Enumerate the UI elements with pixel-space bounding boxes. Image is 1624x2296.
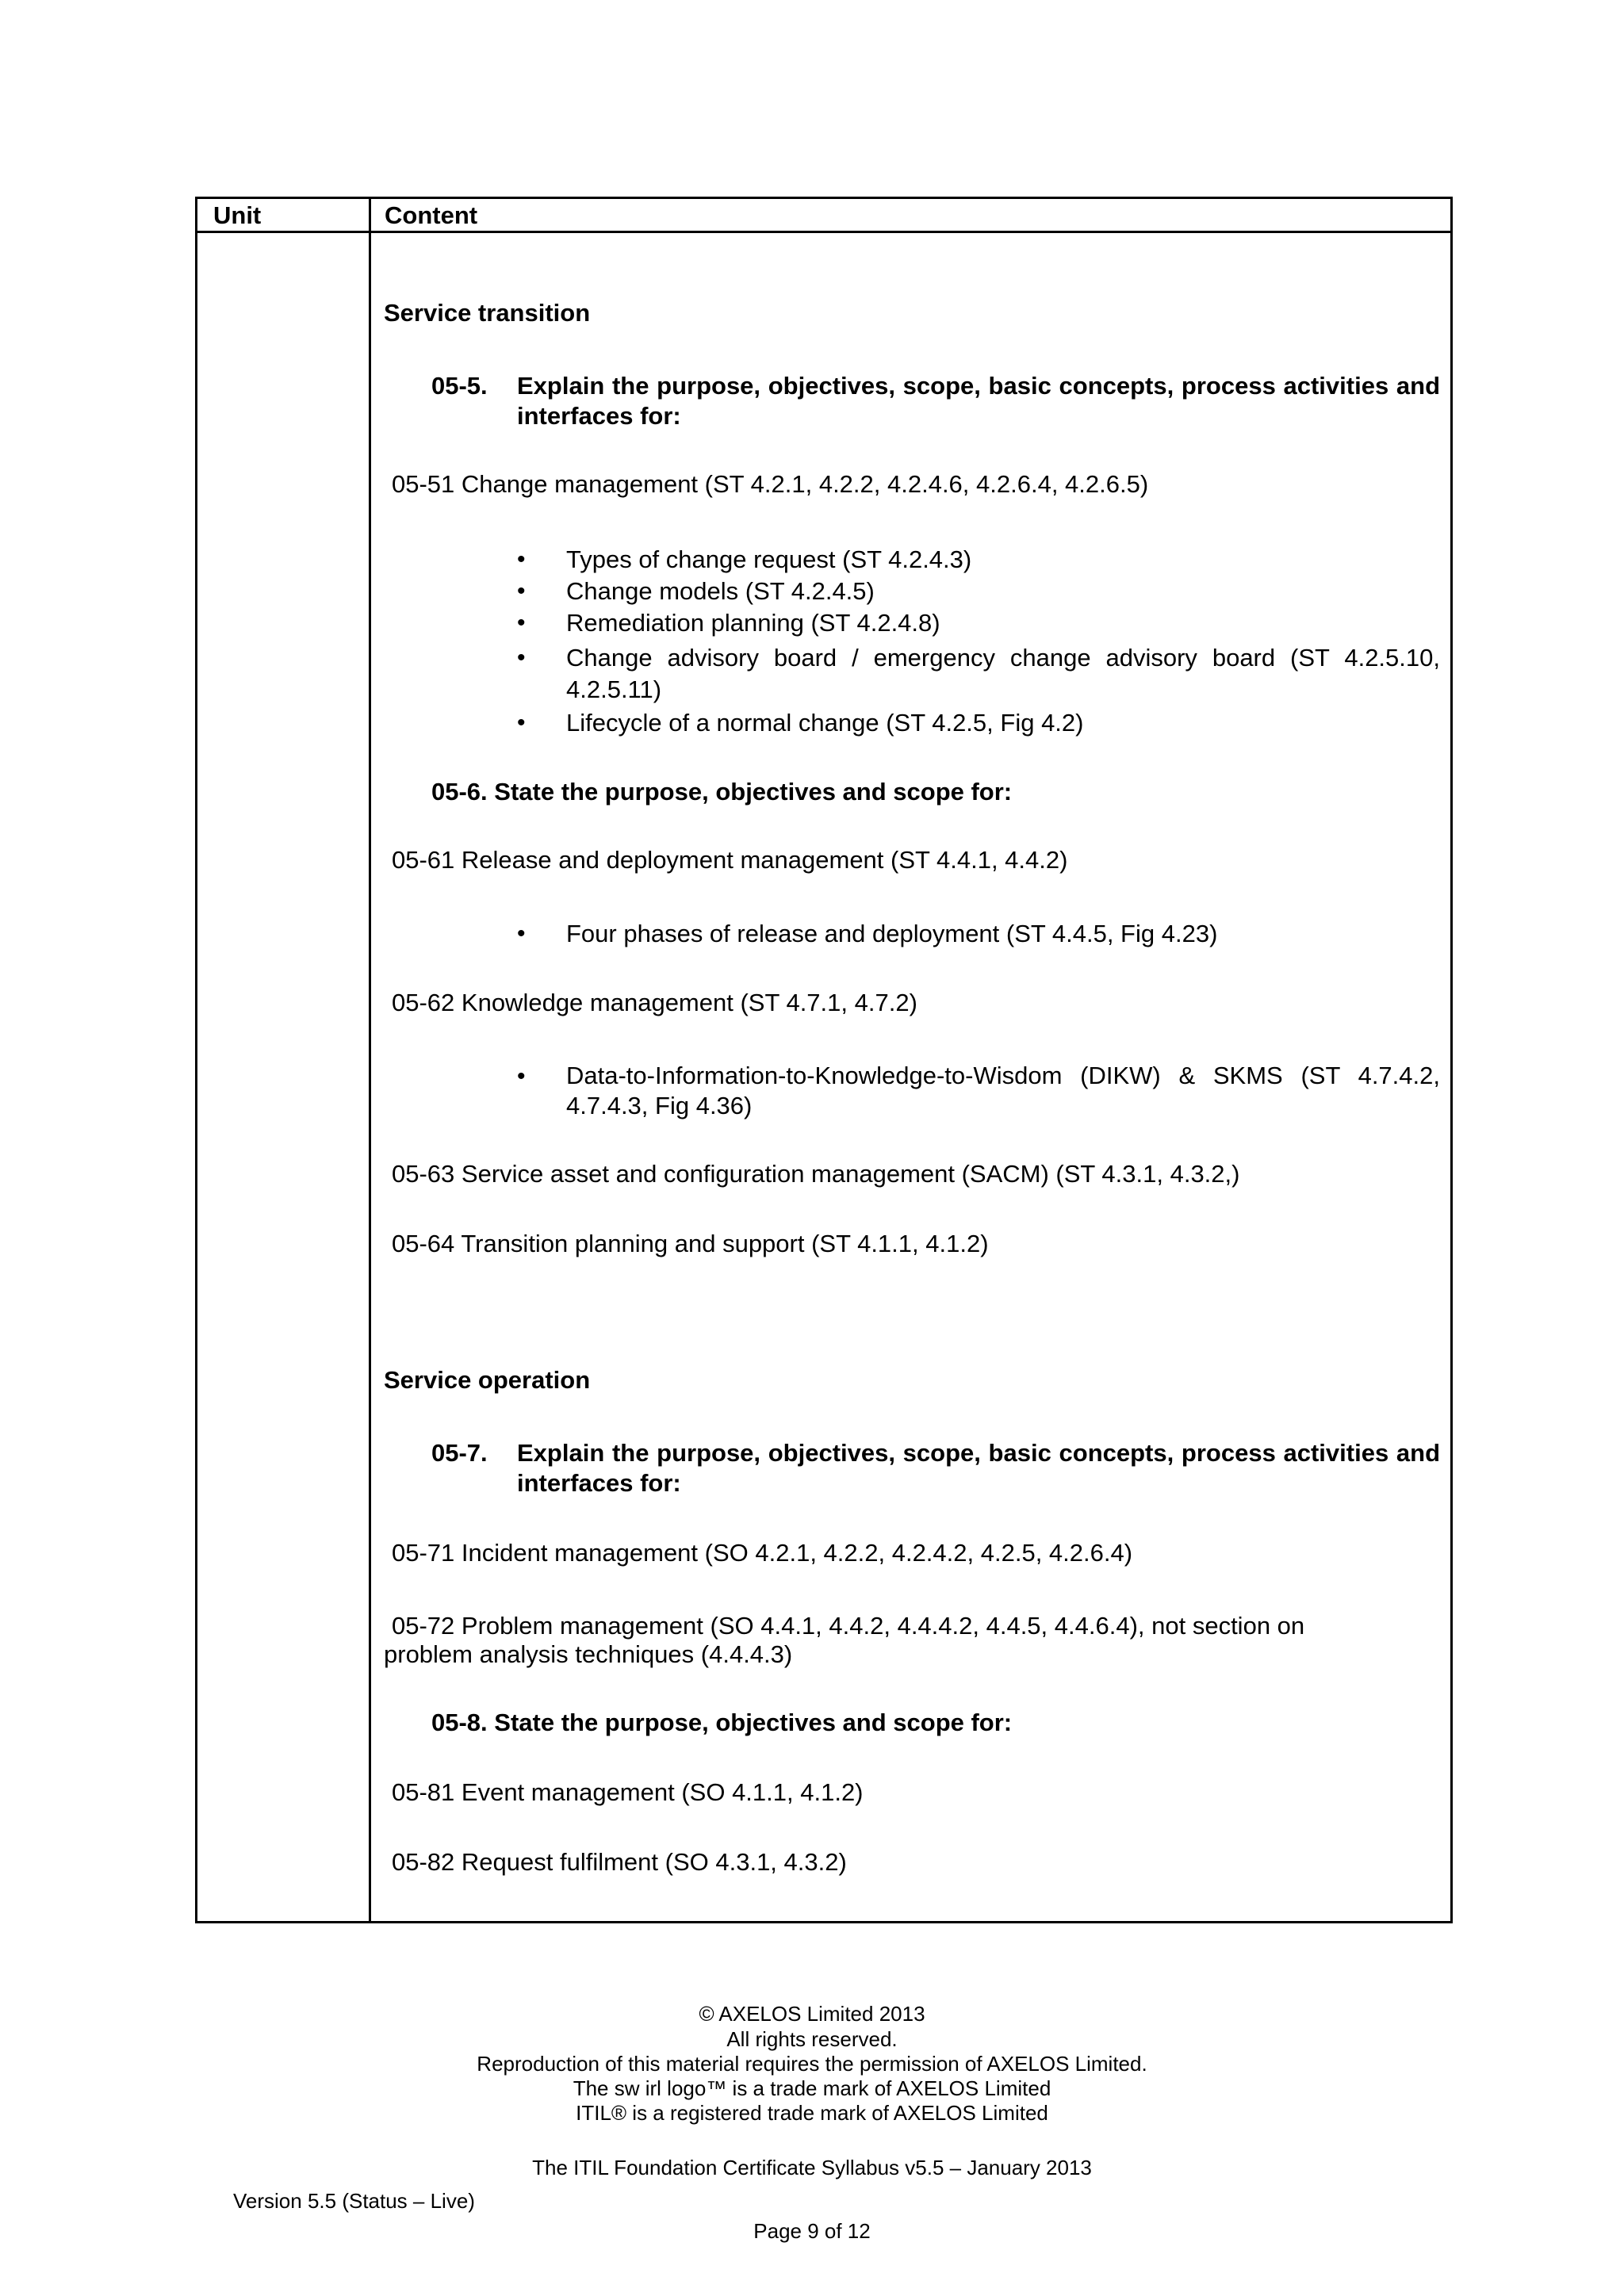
itil-trademark-line: ITIL® is a registered trade mark of AXELOS Limited xyxy=(576,2101,1048,2125)
objective-number: 05-7. xyxy=(431,1439,488,1467)
bullet-icon: • xyxy=(517,610,526,636)
page-number: Page 9 of 12 xyxy=(753,2219,871,2243)
swirl-trademark-line: The sw irl logo™ is a trade mark of AXELOS Limited xyxy=(573,2076,1051,2100)
list-item: • Remediation planning (ST 4.2.4.8) xyxy=(384,607,1440,639)
service-operation-title: Service operation xyxy=(384,1366,591,1394)
item-text: 05-51 Change management (ST 4.2.1, 4.2.2, 4.2.4.6, 4.2.6.4, 4.2.6.5) xyxy=(392,470,1149,498)
list-item: • Change advisory board / emergency change advisory board (ST 4.2.5.10, 4.2.5.11) xyxy=(517,644,1440,703)
item-text: 05-61 Release and deployment management (ST 4.4.1, 4.4.2) xyxy=(392,846,1068,874)
bullet-icon: • xyxy=(517,546,526,572)
bullet-icon: • xyxy=(517,920,526,947)
item-text: 05-81 Event management (SO 4.1.1, 4.1.2) xyxy=(392,1778,864,1806)
rights-line: All rights reserved. xyxy=(726,2027,898,2051)
bullet-icon: • xyxy=(517,710,526,736)
bullet-icon: • xyxy=(517,1063,526,1089)
service-transition-title: Service transition xyxy=(384,299,591,327)
item-text: 05-64 Transition planning and support (ST 4.1.1, 4.1.2) xyxy=(392,1230,989,1257)
content-column-header: Content xyxy=(385,201,478,229)
bullet-icon: • xyxy=(517,645,526,671)
objective-text: 05-6. State the purpose, objectives and scope for: xyxy=(431,778,1013,806)
reproduction-line: Reproduction of this material requires the permission of AXELOS Limited. xyxy=(477,2052,1147,2076)
bullet-icon: • xyxy=(517,578,526,604)
list-item: • Four phases of release and deployment (ST 4.4.5, Fig 4.23) xyxy=(384,918,1440,950)
item-text: 05-82 Request fulfilment (SO 4.3.1, 4.3.2) xyxy=(392,1848,847,1876)
list-item: • Types of change request (ST 4.2.4.3) xyxy=(384,544,1440,576)
list-item: • Change models (ST 4.2.4.5) xyxy=(384,576,1440,607)
item-text: 05-63 Service asset and configuration management (SACM) (ST 4.3.1, 4.3.2,) xyxy=(392,1160,1240,1188)
copyright-line: © AXELOS Limited 2013 xyxy=(699,2002,925,2026)
item-text-line2: problem analysis techniques (4.4.4.3) xyxy=(384,1640,793,1668)
item-text-line1: 05-72 Problem management (SO 4.4.1, 4.4.2, 4.4.4.2, 4.4.5, 4.4.6.4), not section on xyxy=(392,1612,1305,1640)
objective-text: Explain the purpose, objectives, scope, basic concepts, process activities and interfaces for: xyxy=(517,1439,1440,1497)
header-divider xyxy=(197,231,1450,233)
syllabus-title-line: The ITIL Foundation Certificate Syllabus v5.5 – January 2013 xyxy=(532,2156,1092,2179)
list-item: • Data-to-Information-to-Knowledge-to-Wisdom (DIKW) & SKMS (ST 4.7.4.2, 4.7.4.3, Fig 4.36) xyxy=(517,1062,1440,1119)
item-text: 05-62 Knowledge management (ST 4.7.1, 4.7.2) xyxy=(392,989,917,1016)
version-line: Version 5.5 (Status – Live) xyxy=(233,2189,475,2213)
objective-text: 05-8. State the purpose, objectives and scope for: xyxy=(431,1709,1013,1736)
objective-text: Explain the purpose, objectives, scope, basic concepts, process activities and interfaces for: xyxy=(517,372,1440,430)
column-divider xyxy=(369,199,371,1921)
item-text: 05-71 Incident management (SO 4.2.1, 4.2.2, 4.2.4.2, 4.2.5, 4.2.6.4) xyxy=(392,1539,1133,1567)
list-item: • Lifecycle of a normal change (ST 4.2.5, Fig 4.2) xyxy=(384,707,1440,739)
unit-column-header: Unit xyxy=(213,201,262,229)
objective-number: 05-5. xyxy=(431,372,488,400)
